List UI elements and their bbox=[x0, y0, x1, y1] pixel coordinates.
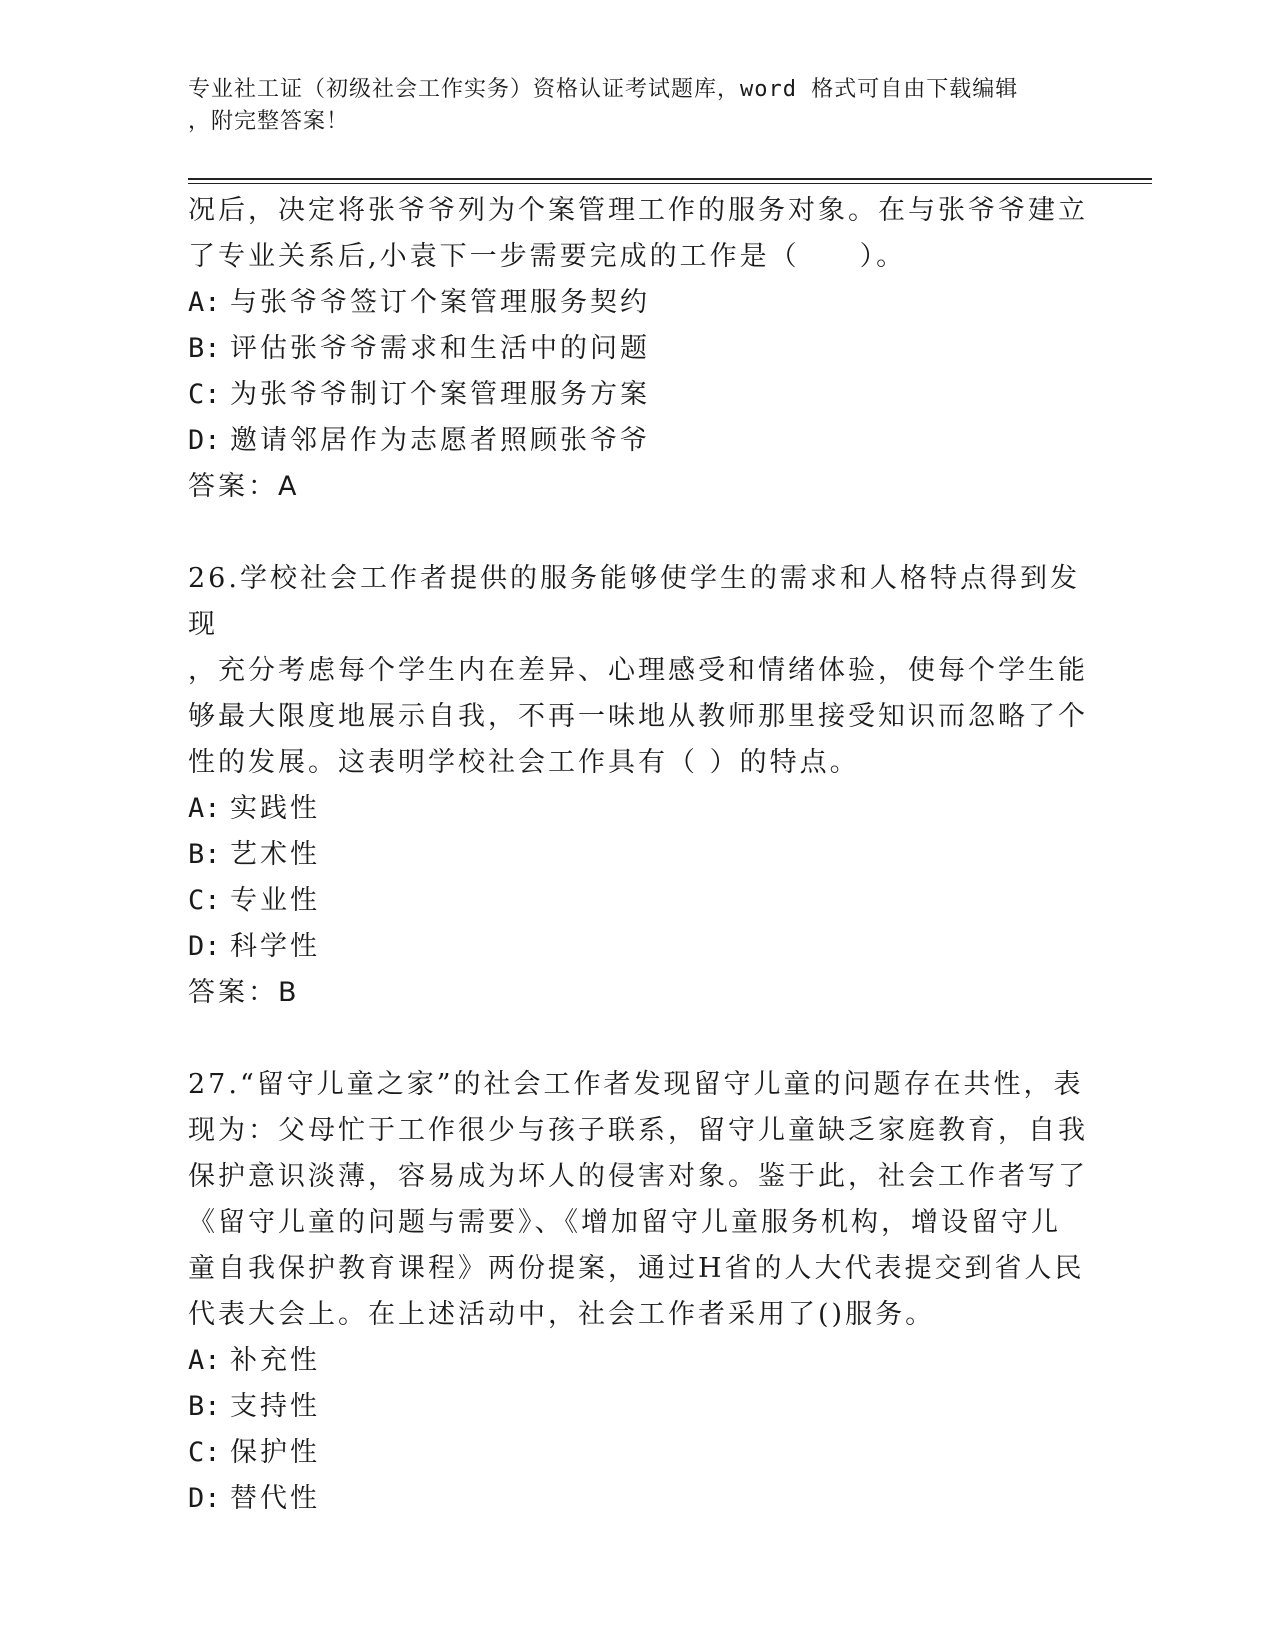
option-a bbox=[188, 280, 1088, 326]
option-c bbox=[188, 372, 1088, 418]
question-27 bbox=[188, 1062, 1088, 1522]
option-a bbox=[188, 786, 1088, 832]
option-text: 邀请邻居作为志愿者照顾张爷爷 bbox=[230, 425, 650, 456]
question-27-stem-line: 现为：父母忙于工作很少与孩子联系，留守儿童缺乏家庭教育，自我 bbox=[188, 1115, 1088, 1146]
option-key: C: bbox=[188, 885, 221, 916]
option-key: A: bbox=[188, 793, 221, 824]
header-line-1: 专业社工证（初级社会工作实务）资格认证考试题库，word 格式可自由下载编辑 bbox=[188, 77, 1019, 102]
option-key: D: bbox=[188, 931, 221, 962]
header-rule-thin bbox=[188, 183, 1152, 184]
question-27-stem-line: 童自我保护教育课程》两份提案，通过H省的人大代表提交到省人民 bbox=[188, 1253, 1085, 1284]
option-b bbox=[188, 326, 1088, 372]
page-header bbox=[188, 74, 1068, 138]
question-26-stem-line: ，充分考虑每个学生内在差异、心理感受和情绪体验，使每个学生能 bbox=[188, 655, 1088, 686]
question-26 bbox=[188, 556, 1088, 1016]
option-text: 实践性 bbox=[230, 793, 320, 824]
option-d bbox=[188, 924, 1088, 970]
option-key: B: bbox=[188, 1391, 221, 1422]
option-key: A: bbox=[188, 287, 221, 318]
question-25-stem-line: 况后，决定将张爷爷列为个案管理工作的服务对象。在与张爷爷建立 bbox=[188, 195, 1088, 226]
option-key: D: bbox=[188, 425, 221, 456]
question-27-stem-line: 代表大会上。在上述活动中，社会工作者采用了()服务。 bbox=[188, 1299, 936, 1330]
header-rule-thick bbox=[188, 178, 1152, 180]
option-text: 专业性 bbox=[230, 885, 320, 916]
option-text: 与张爷爷签订个案管理服务契约 bbox=[230, 287, 650, 318]
option-b bbox=[188, 832, 1088, 878]
option-a bbox=[188, 1338, 1088, 1384]
answer-line: 答案：A bbox=[188, 471, 300, 502]
option-key: A: bbox=[188, 1345, 221, 1376]
question-27-stem-line: 保护意识淡薄，容易成为坏人的侵害对象。鉴于此，社会工作者写了 bbox=[188, 1161, 1088, 1192]
option-text: 科学性 bbox=[230, 931, 320, 962]
question-27-stem-line: 《留守儿童的问题与需要》、《增加留守儿童服务机构，增设留守儿 bbox=[188, 1207, 1061, 1238]
question-25-stem-line: 了专业关系后,小袁下一步需要完成的工作是（ ）。 bbox=[188, 241, 907, 272]
option-key: D: bbox=[188, 1483, 221, 1514]
option-text: 补充性 bbox=[230, 1345, 320, 1376]
header-line-2: ，附完整答案！ bbox=[188, 109, 350, 134]
option-text: 为张爷爷制订个案管理服务方案 bbox=[230, 379, 650, 410]
option-text: 支持性 bbox=[230, 1391, 320, 1422]
option-key: B: bbox=[188, 333, 221, 364]
question-25 bbox=[188, 188, 1088, 510]
question-content bbox=[188, 188, 1088, 1522]
option-d bbox=[188, 1476, 1088, 1522]
option-key: C: bbox=[188, 379, 221, 410]
option-c bbox=[188, 878, 1088, 924]
option-text: 评估张爷爷需求和生活中的问题 bbox=[230, 333, 650, 364]
question-26-stem-line: 26.学校社会工作者提供的服务能够使学生的需求和人格特点得到发现 bbox=[188, 563, 1080, 640]
option-b bbox=[188, 1384, 1088, 1430]
question-26-stem-line: 性的发展。这表明学校社会工作具有（ ）的特点。 bbox=[188, 747, 860, 778]
spacer bbox=[188, 510, 1088, 556]
question-26-stem-line: 够最大限度地展示自我，不再一味地从教师那里接受知识而忽略了个 bbox=[188, 701, 1088, 732]
answer-line: 答案：B bbox=[188, 977, 300, 1008]
spacer bbox=[188, 1016, 1088, 1062]
option-text: 艺术性 bbox=[230, 839, 320, 870]
option-key: C: bbox=[188, 1437, 221, 1468]
option-text: 保护性 bbox=[230, 1437, 320, 1468]
option-d bbox=[188, 418, 1088, 464]
option-c bbox=[188, 1430, 1088, 1476]
option-key: B: bbox=[188, 839, 221, 870]
option-text: 替代性 bbox=[230, 1483, 320, 1514]
question-27-stem-line: 27.“留守儿童之家”的社会工作者发现留守儿童的问题存在共性，表 bbox=[188, 1069, 1084, 1100]
